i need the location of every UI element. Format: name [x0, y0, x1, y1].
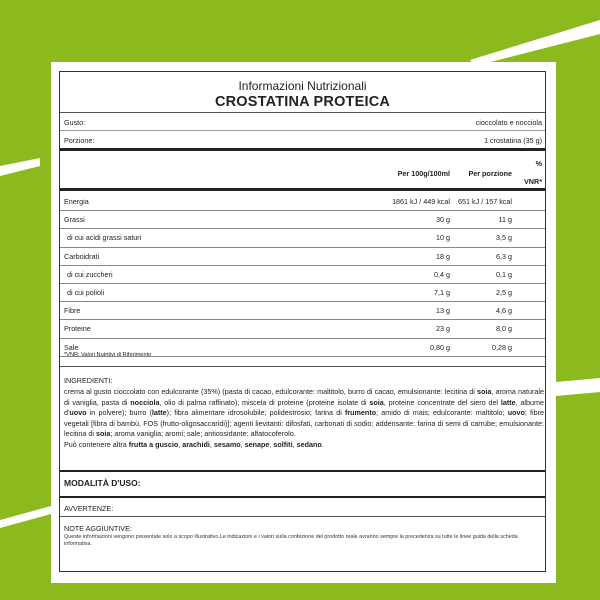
- value-per-100g: 0,80 g: [430, 342, 450, 352]
- col-vnr: VNR*: [524, 177, 542, 186]
- value-per-100g: 30 g: [436, 215, 450, 225]
- value-per-porzione: 651 kJ / 157 kcal: [458, 197, 512, 206]
- row-divider: [60, 247, 545, 248]
- value-per-100g: 10 g: [436, 233, 450, 243]
- gusto-value: cioccolato e nocciola: [475, 118, 542, 127]
- divider: [60, 112, 545, 113]
- value-per-porzione: 6,3 g: [496, 251, 512, 261]
- value-per-100g: 23 g: [436, 324, 450, 334]
- row-divider: [60, 338, 545, 339]
- value-per-porzione: 3,5 g: [496, 233, 512, 243]
- nutrient-label: Carboidrati: [64, 251, 100, 261]
- value-per-porzione: 0,1 g: [496, 269, 512, 279]
- usage-heading: MODALITÀ D'USO:: [64, 478, 141, 488]
- product-name: CROSTATINA PROTEICA: [214, 94, 391, 110]
- col-pct: %: [535, 159, 542, 168]
- nutrient-label: di cui zuccheri: [67, 269, 113, 279]
- value-per-porzione: 0,28 g: [492, 342, 512, 352]
- nutrition-panel: [59, 71, 546, 572]
- col-per-porzione: Per porzione: [468, 169, 512, 178]
- value-per-100g: 0,4 g: [434, 269, 450, 279]
- notes-text: Queste informazioni vengono presentate solo a scopo illustrativo.Le indicazioni e i valori sulla confezione del prodotto reale avranno sempre la precedenza su tutte le linee guida della scheda informativa.: [64, 534, 518, 547]
- value-per-100g: 18 g: [436, 251, 450, 261]
- row-divider: [60, 265, 545, 266]
- panel-title: Informazioni Nutrizionali: [238, 79, 367, 93]
- warnings-heading: AVVERTENZE:: [64, 504, 114, 513]
- value-per-100g: 13 g: [436, 306, 450, 316]
- row-divider: [60, 319, 545, 320]
- nutrition-card: [51, 62, 556, 583]
- value-per-porzione: 4,6 g: [496, 306, 512, 316]
- row-divider: [60, 210, 545, 211]
- ingredients-heading: INGREDIENTI:: [64, 376, 113, 385]
- footnote: *VNR: Valori Nutritivi di Riferimento: [64, 352, 152, 358]
- nutrient-label: di cui acidi grassi saturi: [67, 233, 142, 243]
- porzione-value: 1 crostatina (35 g): [484, 136, 542, 145]
- nutrient-label: Energia: [64, 197, 89, 206]
- value-per-porzione: 8,0 g: [496, 324, 512, 334]
- value-per-100g: 1861 kJ / 449 kcal: [392, 197, 450, 206]
- nutrient-label: di cui polioli: [67, 288, 105, 297]
- gusto-label: Gusto:: [64, 118, 86, 127]
- porzione-label: Porzione:: [64, 136, 95, 145]
- row-divider: [60, 301, 545, 302]
- nutrient-label: Sale: [64, 342, 79, 352]
- nutrient-label: Grassi: [64, 215, 85, 225]
- value-per-porzione: 2,5 g: [496, 288, 512, 297]
- value-per-100g: 7,1 g: [434, 288, 450, 297]
- notes-heading: NOTE AGGIUNTIVE:: [64, 524, 132, 533]
- col-per-100g: Per 100g/100ml: [397, 169, 450, 178]
- nutrient-label: Proteine: [64, 324, 91, 334]
- row-divider: [60, 283, 545, 284]
- ingredients-text: crema al gusto cioccolato con edulcorante (35%) (pasta di cacao, edulcorante: maltitolo, burro di cacao, emulsionante: lecitina di soia, aroma naturale di vaniglia, pasta di nocciola, olio di palma raffinato); miscela di proteine (proteine isolate di soia, proteine concentrate del siero del latte, albume d'uovo in polvere); burro (latte); fibra alimentare idrosolubile; polidestrosio; farina di frumento; amido di mais; edulcorante: maltitolo; uovo; fibre vegetali [fibra di bambù, FOS (frutto-oligosaccaridi)]; agenti lievitanti: difosfati, carbonati di sodio; addensante: farina di semi di carrube; emulsionante: lecitina di soia; aroma vaniglia; aromi; sale; antiossidante: alfatocoferolo. Può contenere altra frutta a guscio, arachidi, sesamo, senape, solfiti, sedano.: [64, 387, 544, 449]
- nutrient-label: Fibre: [64, 306, 81, 316]
- row-divider: [60, 228, 545, 229]
- value-per-porzione: 11 g: [498, 215, 512, 225]
